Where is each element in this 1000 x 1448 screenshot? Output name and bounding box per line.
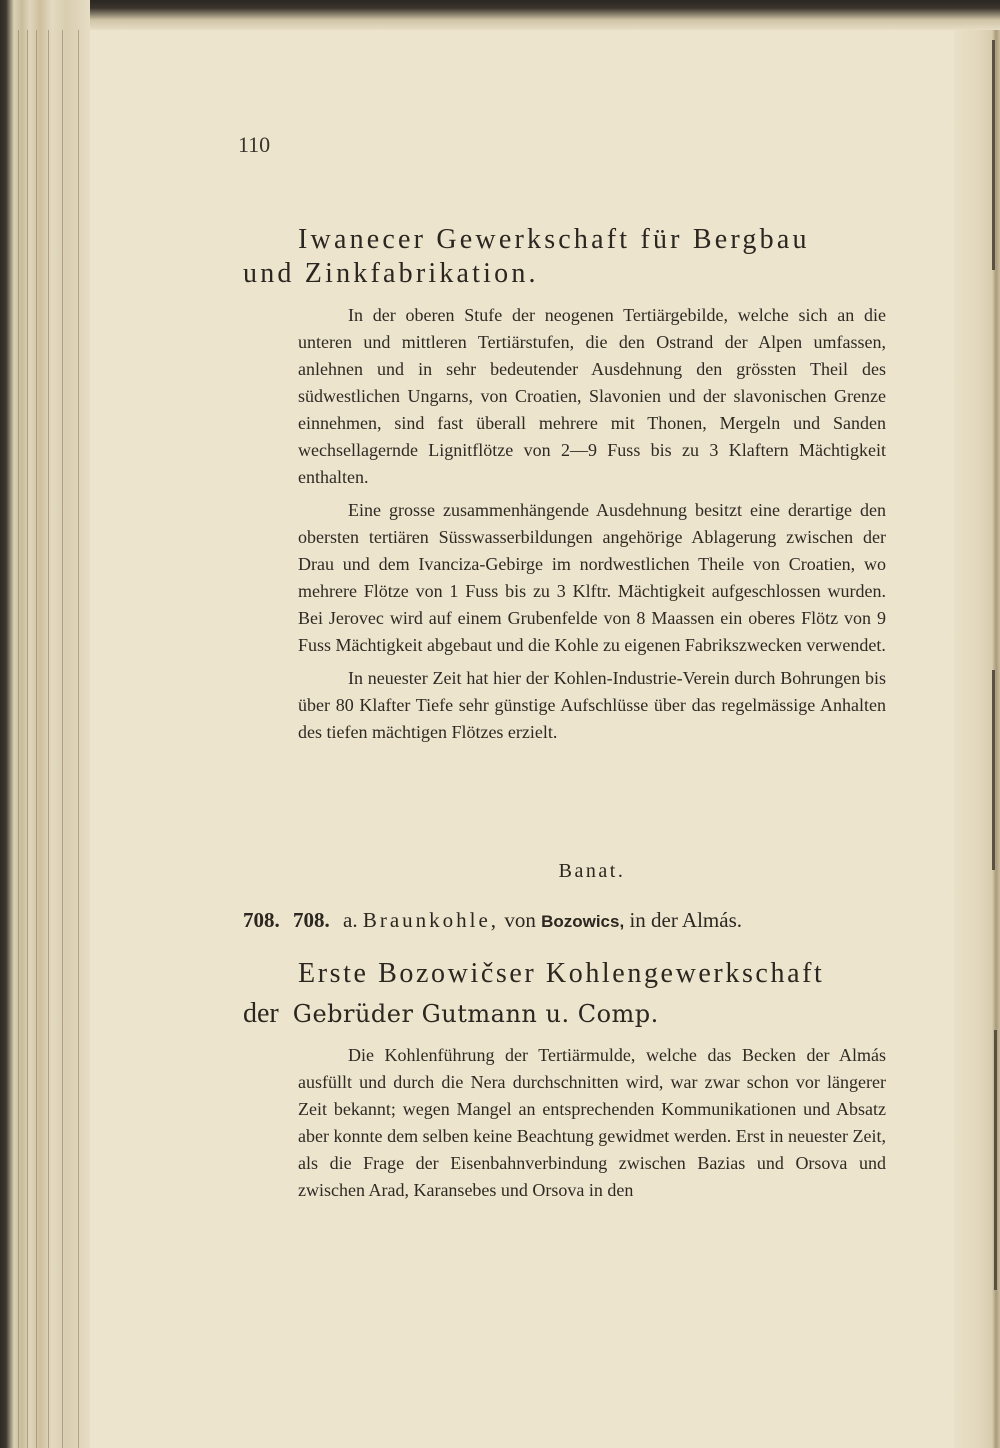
section2-title-line2: [243, 998, 659, 1030]
catalog-entry: [243, 908, 893, 933]
entry-tail: in der Almás.: [629, 908, 743, 932]
paragraph: Eine grosse zusammenhängende Ausdehnung besitzt eine derartige den obersten tertiären Süsswasserbildungen angehörige Ablagerung zwischen der Drau und dem Ivanciza-Gebirge im nordwestlichen Theile von Croatien, wo mehrere Flötze von 1 Fuss bis zu 3 Klftr. Mächtigkeit aufgeschlossen wurden. Bei Jerovec wird auf einem Grubenfelde von 8 Maassen ein oberes Flötz von 9 Fuss Mächtigkeit abgebaut und die Kohle zu eigenen Fabrikszwecken verwendet.: [298, 500, 886, 655]
paragraph: Die Kohlenführung der Tertiärmulde, welche das Becken der Almás ausfüllt und durch die Nera durchschnitten wird, war zwar schon vor längerer Zeit bekannt; wegen Mangel an entsprechenden Kommunikationen und Absatz aber konnte dem selben keine Beachtung gewidmet werden. Erst in neuester Zeit, als die Frage der Eisenbahnverbindung zwischen Bazias und Orsova und zwischen Arad, Karansebes und Orsova in den: [298, 1045, 886, 1200]
entry-number: 708.: [243, 908, 280, 932]
section-title-line2: und Zinkfabrikation.: [243, 258, 539, 289]
region-heading: Banat.: [558, 860, 626, 882]
company-name: Gebrüder Gutmann u. Comp.: [292, 1000, 659, 1028]
page-number: 110: [238, 132, 271, 157]
paragraph: In der oberen Stufe der neogenen Tertiärgebilde, welche sich an die unteren und mittleren Tertiärstufen, die den Ostrand der Alpen umfassen, anlehnen und in sehr bedeutender Ausdehnung den grössten Theil des südwestlichen Ungarns, von Croatien, Slavonien und der slavonischen Grenze einnehmen, sind fast überall mehrere mit Thonen, Mergeln und Sanden wechsellagernde Lignitflötze von 2—9 Fuss bis zu 3 Klaftern Mächtigkeit enthalten.: [298, 305, 886, 487]
entry-von: von: [504, 908, 536, 932]
entry-suffix: a.: [343, 908, 358, 932]
section2-body: [298, 1042, 886, 1204]
section-title-line1: Iwanecer Gewerkschaft für Bergbau: [298, 224, 810, 255]
title-prefix: der: [243, 998, 279, 1029]
section1-body: [298, 302, 886, 746]
section2-title-line1: Erste Bozowičser Kohlengewerkschaft: [298, 958, 825, 989]
entry-number-repeat: 708.: [293, 908, 330, 932]
entry-item: Braunkohle,: [362, 908, 500, 932]
entry-location: Bozowics,: [541, 912, 625, 931]
paragraph: In neuester Zeit hat hier der Kohlen-Industrie-Verein durch Bohrungen bis über 80 Klafter Tiefe sehr günstige Aufschlüsse über das regelmässige Anhalten des tiefen mächtigen Flötzes erzielt.: [298, 668, 886, 742]
